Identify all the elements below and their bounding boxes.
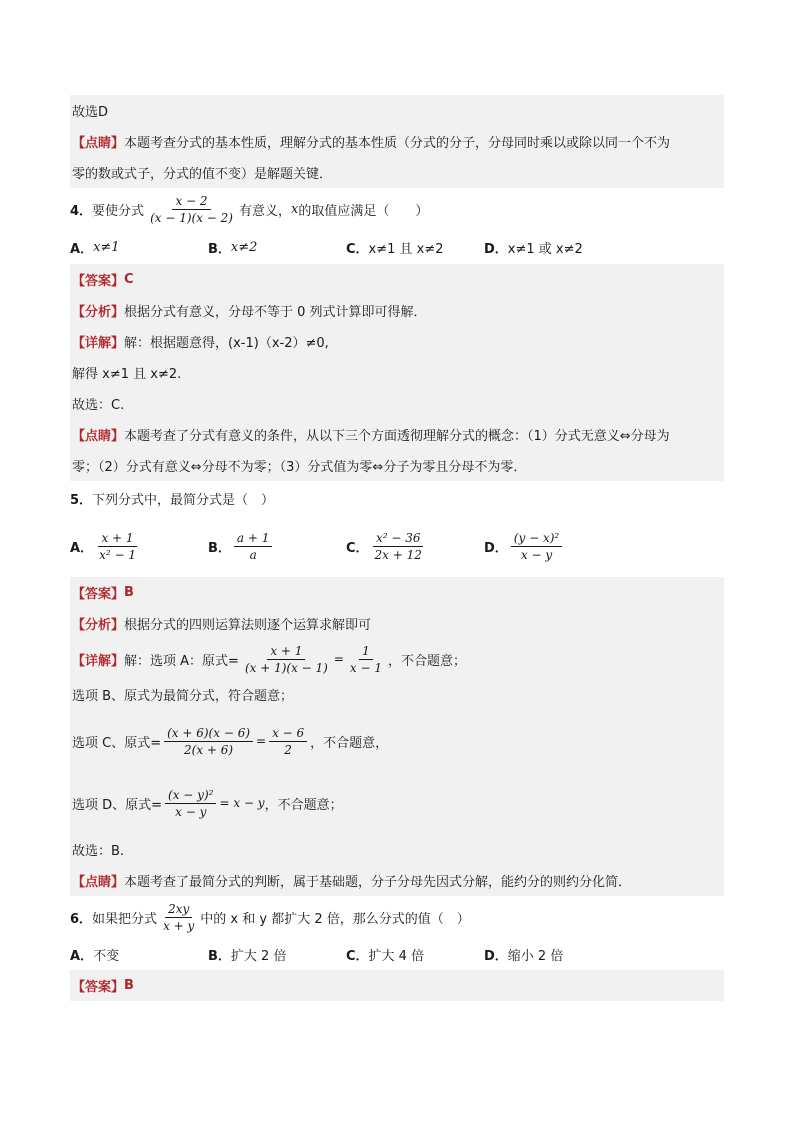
- q5-option-d-fraction: [511, 531, 562, 562]
- q6-answer-tag: 【答案】: [72, 980, 125, 995]
- q4-comment-line1: [70, 419, 724, 450]
- q5-detail-b-text: 选项 B、原式为最简分式，符合题意；: [72, 689, 294, 704]
- q5-detail-c-den1: 2(x + 6): [184, 742, 234, 757]
- q6-option-c-letter: C．: [346, 948, 369, 964]
- q4-comment-text2: 零；（2）分式有意义⇔分母不为零；（3）分式值为零⇔分子为零且分母不为零．: [72, 460, 527, 475]
- q5-detail-c-suffix: ，不合题意，: [310, 735, 389, 751]
- q5-option-c: [346, 531, 484, 562]
- q6-option-b-letter: B．: [208, 948, 231, 964]
- q5-answer: [70, 577, 724, 608]
- q3-conclusion-text: 故选D: [72, 105, 109, 120]
- q4-stem-suffix: 的取值应满足（ ）: [298, 203, 429, 219]
- q6-fraction-den: x + y: [163, 918, 195, 933]
- q5-detail-b: [70, 679, 724, 710]
- q5-detail-d-num1: (x − y)²: [165, 788, 216, 804]
- q4-number: 4．: [70, 203, 93, 219]
- q5-detail-a-frac1: [242, 644, 331, 675]
- q3-conclusion: [70, 95, 724, 126]
- q6-option-a-letter: A．: [70, 948, 94, 964]
- q5-answer-value: B: [124, 585, 134, 600]
- q4-option-a-letter: A．: [70, 241, 94, 257]
- q5-detail-a-den2: x − 1: [349, 660, 382, 675]
- q4-fraction-den: (x − 1)(x − 2): [150, 210, 233, 225]
- q5-option-a-fraction: [96, 531, 139, 562]
- q6-option-b-text: 扩大 2 倍: [230, 948, 287, 964]
- q5-option-d-den: x − y: [520, 547, 553, 562]
- q4-detail-line1: [70, 326, 724, 357]
- q5-option-c-den: 2x + 12: [374, 547, 422, 562]
- q5-conclusion-text: 故选：B.: [72, 844, 125, 859]
- q5-option-b: [208, 531, 346, 562]
- q5-detail-d-den1: x − y: [175, 804, 207, 819]
- q6-option-c-text: 扩大 4 倍: [368, 948, 425, 964]
- q4-answer: [70, 264, 724, 295]
- q4-detail-line2: [70, 357, 724, 388]
- q5-analysis-tag: 【分析】: [72, 618, 125, 633]
- q6-option-b: [208, 945, 346, 964]
- q6-options: [70, 938, 724, 970]
- q4-answer-value: C: [124, 272, 134, 287]
- q6-stem: [70, 896, 724, 938]
- q5-detail-a: [70, 639, 724, 679]
- q6-stem-suffix: 中的 x 和 y 都扩大 2 倍，那么分式的值（ ）: [200, 911, 470, 927]
- q5-option-d-num: (y − x)²: [511, 531, 562, 547]
- q5-option-c-fraction: [372, 531, 425, 562]
- q5-option-b-fraction: [234, 531, 272, 562]
- q5-detail-a-num1: x + 1: [267, 644, 305, 660]
- q5-option-b-num: a + 1: [234, 531, 272, 547]
- q5-detail-a-den1: (x + 1)(x − 1): [244, 660, 328, 675]
- q6-fraction-num: 2xy: [165, 902, 192, 918]
- q3-comment-text2: 零的数或式子，分式的值不变）是解题关键．: [72, 167, 333, 182]
- q5-option-a-num: x + 1: [98, 531, 136, 547]
- q5-detail-c-frac2: [269, 726, 307, 757]
- q6-option-d: [484, 945, 563, 964]
- q5-detail-c-den2: 2: [284, 742, 292, 757]
- q5-option-c-letter: C．: [346, 540, 369, 556]
- q6-number: 6．: [70, 911, 93, 927]
- q5-analysis-text: 根据分式的四则运算法则逐个运算求解即可: [124, 618, 372, 633]
- q5-detail-d: [70, 772, 724, 834]
- document-page: [70, 95, 724, 1001]
- q4-option-a: [70, 238, 208, 257]
- q4-options: [70, 230, 724, 264]
- q3-comment-tag: 【点睛】: [72, 136, 125, 151]
- q6-stem-prefix: 如果把分式: [92, 911, 158, 927]
- q4-conclusion: [70, 388, 724, 419]
- q3-comment-line2: [70, 157, 724, 188]
- q5-option-d-letter: D．: [484, 540, 508, 556]
- q5-detail-c-num2: x − 6: [269, 726, 307, 742]
- q4-comment-tag: 【点睛】: [72, 429, 125, 444]
- q3-comment-line1: [70, 126, 724, 157]
- q5-detail-a-equals: =: [333, 652, 344, 666]
- q4-fraction-num: x − 2: [172, 194, 210, 210]
- q5-detail-c-frac1: [164, 726, 253, 757]
- q5-number: 5．: [70, 492, 93, 508]
- q5-option-a: [70, 531, 208, 562]
- q6-option-a-text: 不变: [93, 948, 120, 964]
- q4-option-c-text: x≠1 且 x≠2: [368, 241, 444, 257]
- q5-detail-d-result: = x − y: [219, 796, 265, 810]
- q5-stem-text: 下列分式中，最简分式是（ ）: [92, 492, 275, 508]
- q5-conclusion: [70, 834, 724, 865]
- q6-fraction: [160, 902, 197, 933]
- q6-option-d-letter: D．: [484, 948, 508, 964]
- q5-answer-tag: 【答案】: [72, 587, 125, 602]
- q5-stem: [70, 481, 724, 515]
- q5-comment: [70, 865, 724, 896]
- q5-detail-a-frac2: [347, 644, 385, 675]
- q5-option-a-den: x² − 1: [99, 547, 136, 562]
- q5-detail-c-equals: =: [256, 734, 267, 748]
- q4-stem: [70, 188, 724, 230]
- q4-option-d: [484, 238, 583, 257]
- q4-option-a-text: x≠1: [93, 239, 120, 255]
- q5-option-a-letter: A．: [70, 540, 94, 556]
- q4-stem-prefix: 要使分式: [92, 203, 145, 219]
- q5-option-d: [484, 531, 565, 562]
- q4-option-b-letter: B．: [208, 241, 231, 257]
- q3-comment-text1: 本题考查分式的基本性质，理解分式的基本性质（分式的分子，分母同时乘以或除以同一个不为: [124, 136, 671, 151]
- q4-detail-tag: 【详解】: [72, 336, 125, 351]
- q4-option-b-text: x≠2: [230, 239, 258, 255]
- q5-detail-c-prefix: 选项 C、原式=: [72, 735, 162, 751]
- q5-detail-a-num2: 1: [359, 644, 373, 660]
- q5-detail-d-frac1: [165, 788, 216, 819]
- q4-answer-tag: 【答案】: [72, 274, 125, 289]
- q4-option-d-text: x≠1 或 x≠2: [507, 241, 583, 257]
- q5-comment-text: 本题考查了最简分式的判断，属于基础题，分子分母先因式分解，能约分的则约分化简．: [124, 875, 632, 890]
- q5-detail-tag: 【详解】: [72, 653, 125, 669]
- q6-answer-value: B: [124, 978, 134, 993]
- q4-comment-text1: 本题考查了分式有意义的条件，从以下三个方面透彻理解分式的概念：（1）分式无意义⇔分母为: [124, 429, 670, 444]
- q4-option-c: [346, 238, 484, 257]
- q4-var: x: [290, 201, 299, 217]
- q4-comment-line2: [70, 450, 724, 481]
- q6-option-d-text: 缩小 2 倍: [507, 948, 564, 964]
- q5-detail-a-prefix: 解：选项 A：原式=: [124, 653, 239, 669]
- q4-option-d-letter: D．: [484, 241, 508, 257]
- q5-detail-c: [70, 710, 724, 772]
- q6-option-c: [346, 945, 484, 964]
- q4-detail-text2: 解得 x≠1 且 x≠2.: [72, 367, 182, 382]
- q6-option-a: [70, 945, 208, 964]
- q6-answer: [70, 970, 724, 1001]
- q5-detail-d-suffix: ，不合题意；: [264, 797, 343, 813]
- q5-option-b-letter: B．: [208, 540, 231, 556]
- q4-stem-mid: 有意义，: [238, 203, 291, 219]
- q5-comment-tag: 【点睛】: [72, 875, 125, 890]
- q4-conclusion-text: 故选：C.: [72, 398, 125, 413]
- q5-option-c-num: x² − 36: [373, 531, 424, 547]
- q4-option-c-letter: C．: [346, 241, 369, 257]
- q5-options: [70, 515, 724, 577]
- q5-detail-d-prefix: 选项 D、原式=: [72, 797, 163, 813]
- q4-fraction: [147, 194, 236, 225]
- q5-option-b-den: a: [249, 547, 257, 562]
- q4-analysis-tag: 【分析】: [72, 305, 125, 320]
- q5-detail-a-suffix: ，不合题意；: [388, 653, 467, 669]
- q5-analysis: [70, 608, 724, 639]
- q5-detail-c-num1: (x + 6)(x − 6): [164, 726, 253, 742]
- q4-analysis-text: 根据分式有意义，分母不等于 0 列式计算即可得解．: [124, 305, 427, 320]
- q4-detail-text1: 解：根据题意得，(x-1)（x-2）≠0,: [124, 336, 329, 351]
- q4-option-b: [208, 238, 346, 257]
- q4-analysis: [70, 295, 724, 326]
